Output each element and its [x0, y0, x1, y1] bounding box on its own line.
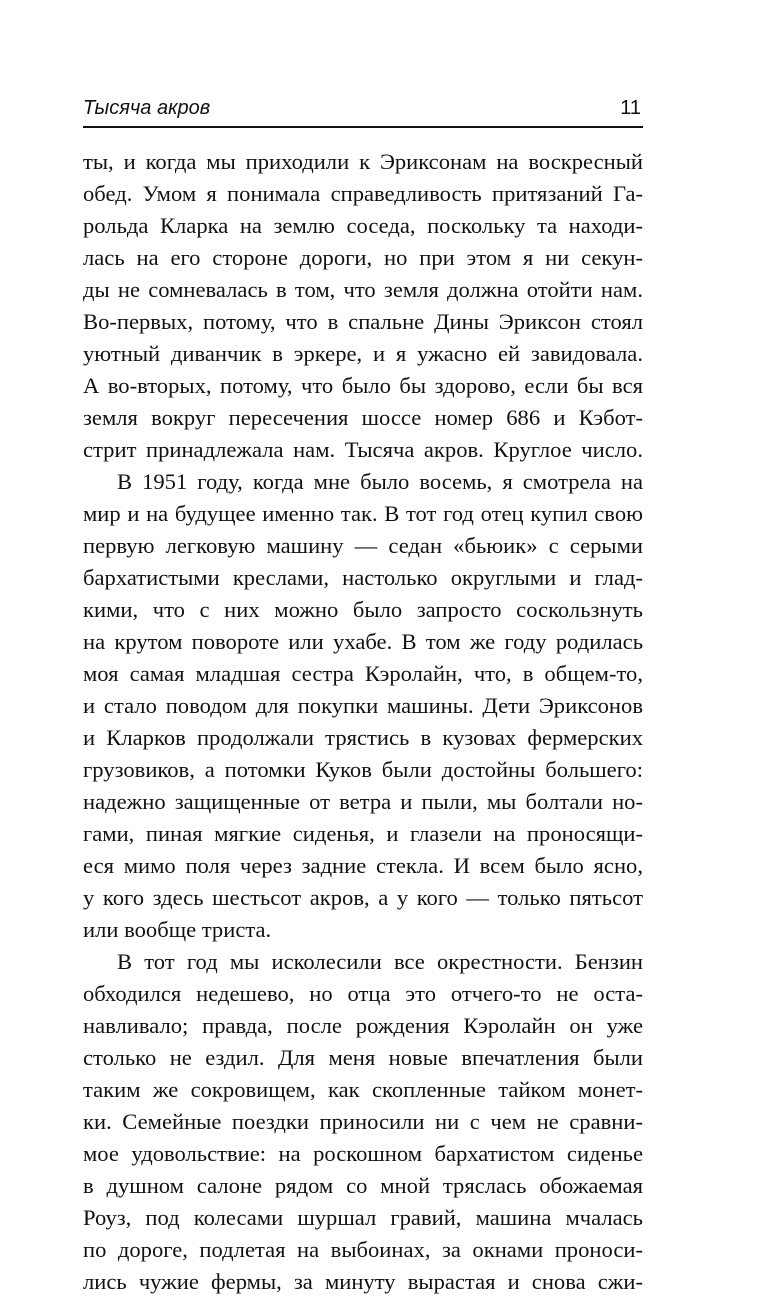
text-line: ты, и когда мы приходили к Эриксонам на воскресный [83, 149, 643, 174]
text-line: первую легковую машину — седан «бьюик» с серыми [83, 533, 643, 558]
text-line: мое удовольствие: на роскошном бархатистом сиденье [83, 1141, 643, 1166]
text-line: таким же сокровищем, как скопленные тайком монет- [83, 1077, 643, 1102]
text-line: Роуз, под колесами шуршал гравий, машина мчалась [83, 1205, 643, 1230]
text-line: и Кларков продолжали трястись в кузовах фермерских [83, 725, 643, 750]
text-line: в душном салоне рядом со мной тряслась обожаемая [83, 1173, 643, 1198]
page-number: 11 [620, 97, 641, 119]
text-line: обходился недешево, но отца это отчего-то не оста- [83, 981, 643, 1006]
text-line: бархатистыми креслами, настолько округлыми и глад- [83, 565, 643, 590]
paragraph-1 [83, 146, 643, 466]
body-text [83, 146, 643, 1298]
text-line: навливало; правда, после рождения Кэролайн он уже [83, 1013, 643, 1038]
text-line: В 1951 году, когда мне было восемь, я смотрела на [117, 469, 643, 494]
text-line: кими, что с них можно было запросто соскользнуть [83, 597, 643, 622]
text-line: гами, пиная мягкие сиденья, и глазели на проносящи- [83, 821, 643, 846]
paragraph-2 [83, 466, 643, 946]
text-line: лась на его стороне дороги, но при этом я ни секун- [83, 245, 643, 270]
text-line: ды не сомневалась в том, что земля должна отойти нам. [83, 277, 643, 302]
text-line: на крутом повороте или ухабе. В том же году родилась [83, 629, 643, 654]
text-line: стрит принадлежала нам. Тысяча акров. Круглое число. [83, 437, 643, 462]
text-line: Во-первых, потому, что в спальне Дины Эриксон стоял [83, 309, 643, 334]
text-line: надежно защищенные от ветра и пыли, мы болтали но- [83, 789, 643, 814]
text-line: А во-вторых, потому, что было бы здорово, если бы вся [83, 373, 643, 398]
text-line: уютный диванчик в эркере, и я ужасно ей завидовала. [83, 341, 643, 366]
text-line: мир и на будущее именно так. В тот год отец купил свою [83, 501, 643, 526]
text-line: по дороге, подлетая на выбоинах, за окнами проноси- [83, 1237, 643, 1262]
text-line: или вообще триста. [83, 917, 272, 942]
text-line: еся мимо поля через задние стекла. И всем было ясно, [83, 853, 643, 878]
paragraph-3 [83, 946, 643, 1298]
text-line: и стало поводом для покупки машины. Дети Эриксонов [83, 693, 643, 718]
running-title: Тысяча акров [83, 97, 211, 119]
text-line: В тот год мы исколесили все окрестности. Бензин [117, 949, 643, 974]
text-line: грузовиков, а потомки Куков были достойны большего: [83, 757, 643, 782]
text-line: лись чужие фермы, за минуту вырастая и снова сжи- [83, 1269, 643, 1294]
text-line: моя самая младшая сестра Кэролайн, что, в общем-то, [83, 661, 643, 686]
text-line: столько не ездил. Для меня новые впечатления были [83, 1045, 643, 1070]
text-line: земля вокруг пересечения шоссе номер 686 и Кэбот- [83, 405, 643, 430]
text-line: рольда Кларка на землю соседа, поскольку та находи- [83, 213, 643, 238]
text-line: обед. Умом я понимала справедливость притязаний Га- [83, 181, 643, 206]
text-line: у кого здесь шестьсот акров, а у кого — только пятьсот [83, 885, 643, 910]
running-header [83, 94, 643, 128]
text-line: ки. Семейные поездки приносили ни с чем не сравни- [83, 1109, 643, 1134]
